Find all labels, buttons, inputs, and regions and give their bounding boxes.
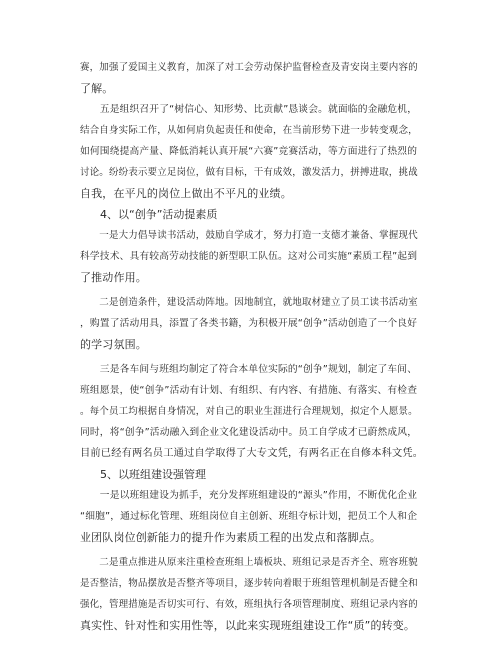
paragraph-line: 五是组织召开了“树信心、知形势、比贡献”恳谈会。就面临的金融危机， xyxy=(80,104,418,115)
paragraph-line: 科学技术、具有较高劳动技能的新型职工队伍。这对公司实施“素质工程”起到 xyxy=(80,251,418,262)
paragraph-line: 业团队岗位创新能力的提升作为素质工程的出发点和落脚点。 xyxy=(80,531,382,544)
section-heading: 5、以班组建设强管理 xyxy=(100,468,206,481)
paragraph-line: 了解。 xyxy=(80,82,114,95)
paragraph-line: 二是重点推进从原来注重检查班组上墙板块、班组记录是否齐全、班容班貌 xyxy=(80,557,418,568)
paragraph-line: 真实性、针对性和实用性等，以此来实现班组建设工作“质”的转变。 xyxy=(80,619,416,632)
section-heading: 4、以“创争”活动提素质 xyxy=(100,208,218,221)
paragraph-line: 班组愿景，使“创争”活动有计划、有组织、有内容、有措施、有落实、有检查 xyxy=(80,385,418,396)
paragraph-line: 如何围绕提高产量、降低消耗认真开展“六赛”竞赛活动，等方面进行了热烈的 xyxy=(80,146,418,157)
paragraph-line: 结合自身实际工作，从如何肩负起责任和使命，在当前形势下进一步转变观念， xyxy=(80,125,418,136)
paragraph-line: ，购置了活动用具，添置了各类书籍，为积极开展“创争”活动创造了一个良好 xyxy=(80,318,418,329)
paragraph-line: 一是大力倡导读书活动，鼓励自学成才，努力打造一支德才兼备、掌握现代 xyxy=(80,230,418,241)
paragraph-line: 是否整洁，物品摆放是否整齐等项目，逐步转向着眼于班组管理机制是否健全和 xyxy=(80,578,418,589)
paragraph-line: 的学习氛围。 xyxy=(80,338,147,351)
paragraph-line: “细胞”，通过标化管理、班组岗位自主创新、班组夺标计划，把员工个人和企 xyxy=(80,511,418,522)
paragraph-line: 讨论。纷纷表示要立足岗位，做有目标，干有成效，激发活力，拼搏进取，挑战 xyxy=(80,167,418,178)
paragraph-line: 强化，管理措施是否切实可行、有效，班组执行各项管理制度、班组记录内容的 xyxy=(80,599,418,610)
paragraph-line: 自我，在平凡的岗位上做出不平凡的业绩。 xyxy=(80,187,292,200)
paragraph-line: 二是创造条件，建设活动阵地。因地制宜，就地取材建立了员工读书活动室 xyxy=(80,297,418,308)
paragraph-line: 三是各车间与班组均制定了符合本单位实际的“创争”规划，制定了车间、 xyxy=(80,364,418,375)
paragraph-line: 了推动作用。 xyxy=(80,271,147,284)
paragraph-line: 。每个员工均根据自身情况，对自己的职业生涯进行合理规划，拟定个人愿景。 xyxy=(80,406,418,417)
paragraph-line: 一是以班组建设为抓手，充分发挥班组建设的“源头”作用，不断优化企业 xyxy=(80,490,418,501)
paragraph-line: 赛，加强了爱国主义教育，加深了对工会劳动保护监督检查及青安岗主要内容的 xyxy=(80,62,418,73)
paragraph-line: 目前已经有两名员工通过自学取得了大专文凭，有两名正在自修本科文凭。 xyxy=(80,447,424,459)
paragraph-line: 同时，将“创争”活动融入到企业文化建设活动中。员工自学成才已蔚然成风， xyxy=(80,427,418,438)
